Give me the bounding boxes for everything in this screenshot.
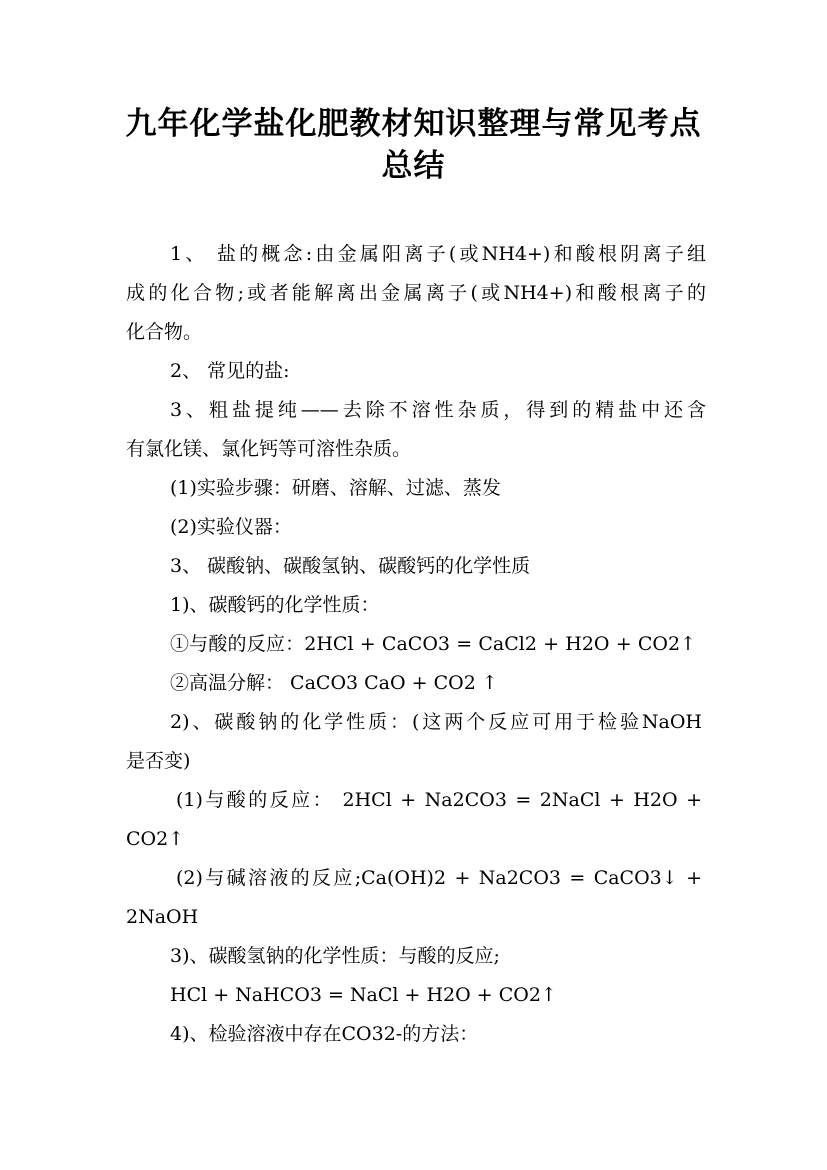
paragraph-line: (1)实验步骤：研磨、溶解、过滤、蒸发 (170, 477, 501, 499)
paragraph-line: 化合物。 (126, 321, 203, 343)
paragraph-line: 3、 碳酸钠、碳酸氢钠、碳酸钙的化学性质 (170, 555, 531, 577)
paragraph-line: ②高温分解： CaCO3 CaO + CO2 ↑ (170, 672, 498, 694)
paragraph-line: 成的化合物;或者能解离出金属离子(或NH4+)和酸根离子的 (126, 282, 706, 304)
paragraph-line: (2)与碱溶液的反应;Ca(OH)2 + Na2CO3 = CaCO3↓ + (176, 867, 702, 889)
document-title-line-2: 总结 (381, 148, 446, 184)
paragraph-line: 有氯化镁、氯化钙等可溶性杂质。 (126, 438, 412, 460)
paragraph-line: 2)、碳酸钠的化学性质：(这两个反应可用于检验NaOH (170, 711, 702, 733)
paragraph-line: 3、粗盐提纯——去除不溶性杂质，得到的精盐中还含 (170, 399, 706, 421)
paragraph-line: 1)、碳酸钙的化学性质： (170, 594, 380, 616)
paragraph-line: 3)、碳酸氢钠的化学性质：与酸的反应; (170, 945, 500, 967)
paragraph-line: 1、 盐的概念:由金属阳离子(或NH4+)和酸根阴离子组 (170, 243, 706, 265)
paragraph-line: 2、 常见的盐: (170, 360, 290, 382)
paragraph-line: 是否变) (126, 750, 191, 772)
paragraph-line: 2NaOH (126, 906, 199, 928)
paragraph-line: (1)与酸的反应： 2HCl + Na2CO3 = 2NaCl + H2O + (176, 789, 702, 811)
paragraph-line: HCl + NaHCO3 = NaCl + H2O + CO2↑ (170, 984, 557, 1006)
paragraph-line: 4)、检验溶液中存在CO32-的方法： (170, 1023, 479, 1045)
paragraph-line: ①与酸的反应：2HCl + CaCO3 = CaCl2 + H2O + CO2↑ (170, 633, 696, 655)
document-title-line-1: 九年化学盐化肥教材知识整理与常见考点 (125, 106, 702, 142)
paragraph-line: CO2↑ (126, 828, 185, 850)
paragraph-line: (2)实验仪器： (170, 516, 292, 538)
